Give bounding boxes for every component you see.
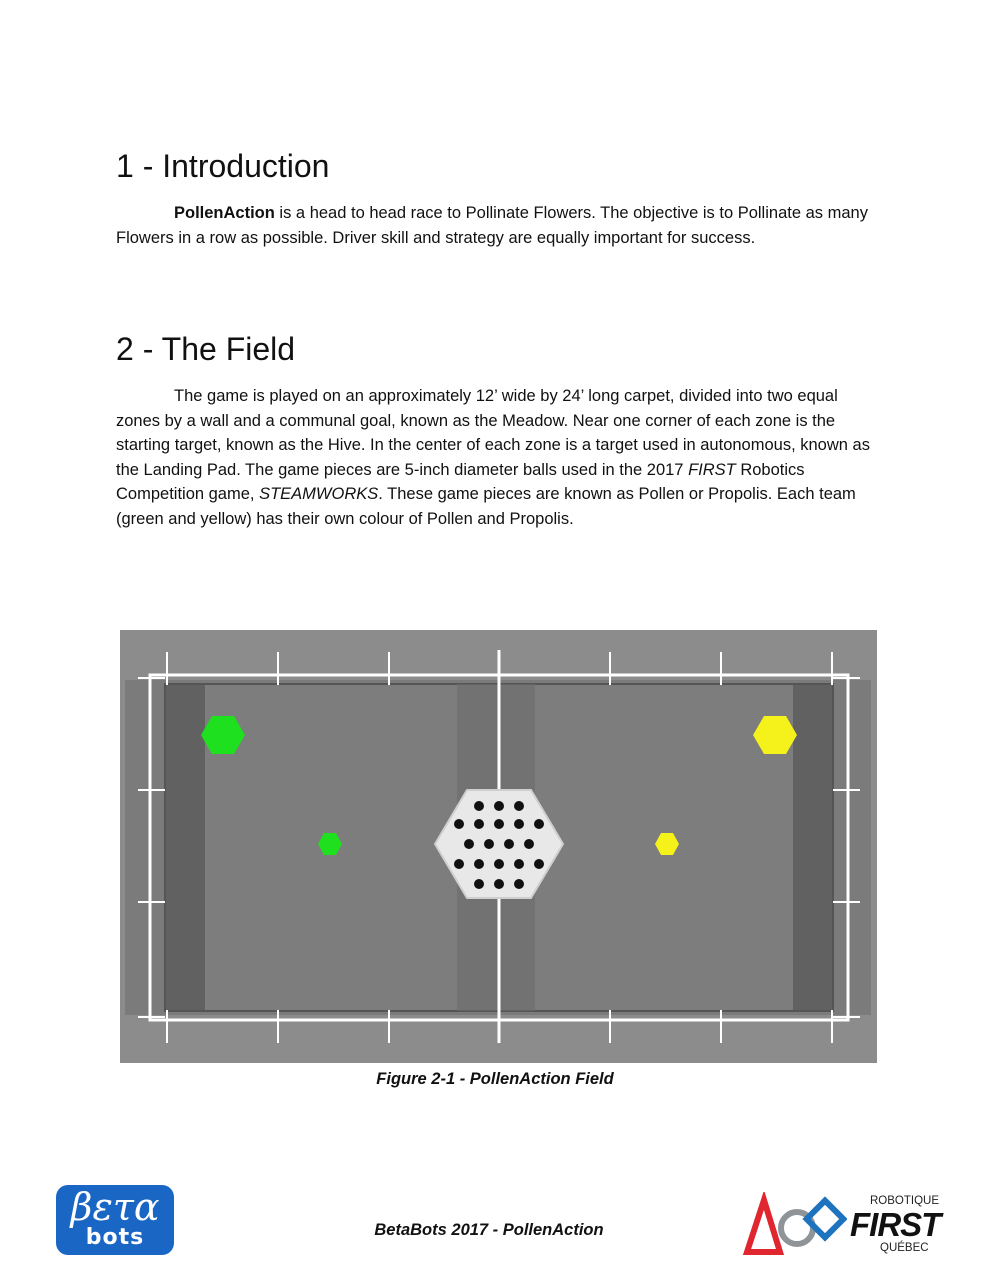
right-end-wall bbox=[793, 684, 833, 1011]
betabots-logo-bots: bots bbox=[85, 1225, 145, 1250]
footer-title: BetaBots 2017 - PollenAction bbox=[374, 1221, 604, 1239]
field-figure bbox=[120, 630, 877, 1063]
field-text-c: . These game pieces are known as Pollen or Propolis. Each team (green and yellow) has their own colour of Pollen and Propolis. bbox=[116, 485, 856, 528]
left-end-wall bbox=[165, 684, 205, 1011]
betabots-logo bbox=[56, 1185, 174, 1255]
section-2-heading: 2 - The Field bbox=[116, 331, 296, 367]
field-text-b: Robotics Competition game, bbox=[116, 460, 805, 503]
section-1-heading: 1 - Introduction bbox=[116, 148, 330, 184]
first-logo-top: ROBOTIQUE bbox=[870, 1195, 940, 1207]
first-emblem-icon bbox=[742, 1192, 847, 1258]
field-italic-first: FIRST bbox=[688, 460, 736, 479]
betabots-logo-beta: βετα bbox=[70, 1185, 160, 1229]
first-logo-bottom: QUÉBEC bbox=[880, 1242, 929, 1254]
field-italic-steamworks: STEAMWORKS bbox=[259, 485, 379, 503]
first-logo-mid: FIRST bbox=[850, 1206, 941, 1243]
intro-paragraph bbox=[116, 201, 876, 250]
field-text-a: The game is played on an approximately 12’ wide by 24’ long carpet, divided into two equal zones by a wall and a communal goal, known as the Meadow. Near one corner of each zone is the starting target, known as the Hive. In the center of each zone is a target used in autonomous, known as the Landing Pad. The game pieces are 5-inch diameter balls used in the 2017 bbox=[116, 387, 870, 479]
intro-bold-lead: PollenAction bbox=[174, 204, 275, 222]
field-paragraph bbox=[116, 384, 876, 531]
intro-text: is a head to head race to Pollinate Flowers. The objective is to Pollinate as many Flowers in a row as possible. Driver skill and strategy are equally important for success. bbox=[116, 204, 868, 247]
robotique-first-logo bbox=[742, 1192, 962, 1258]
figure-caption: Figure 2-1 - PollenAction Field bbox=[376, 1070, 614, 1088]
